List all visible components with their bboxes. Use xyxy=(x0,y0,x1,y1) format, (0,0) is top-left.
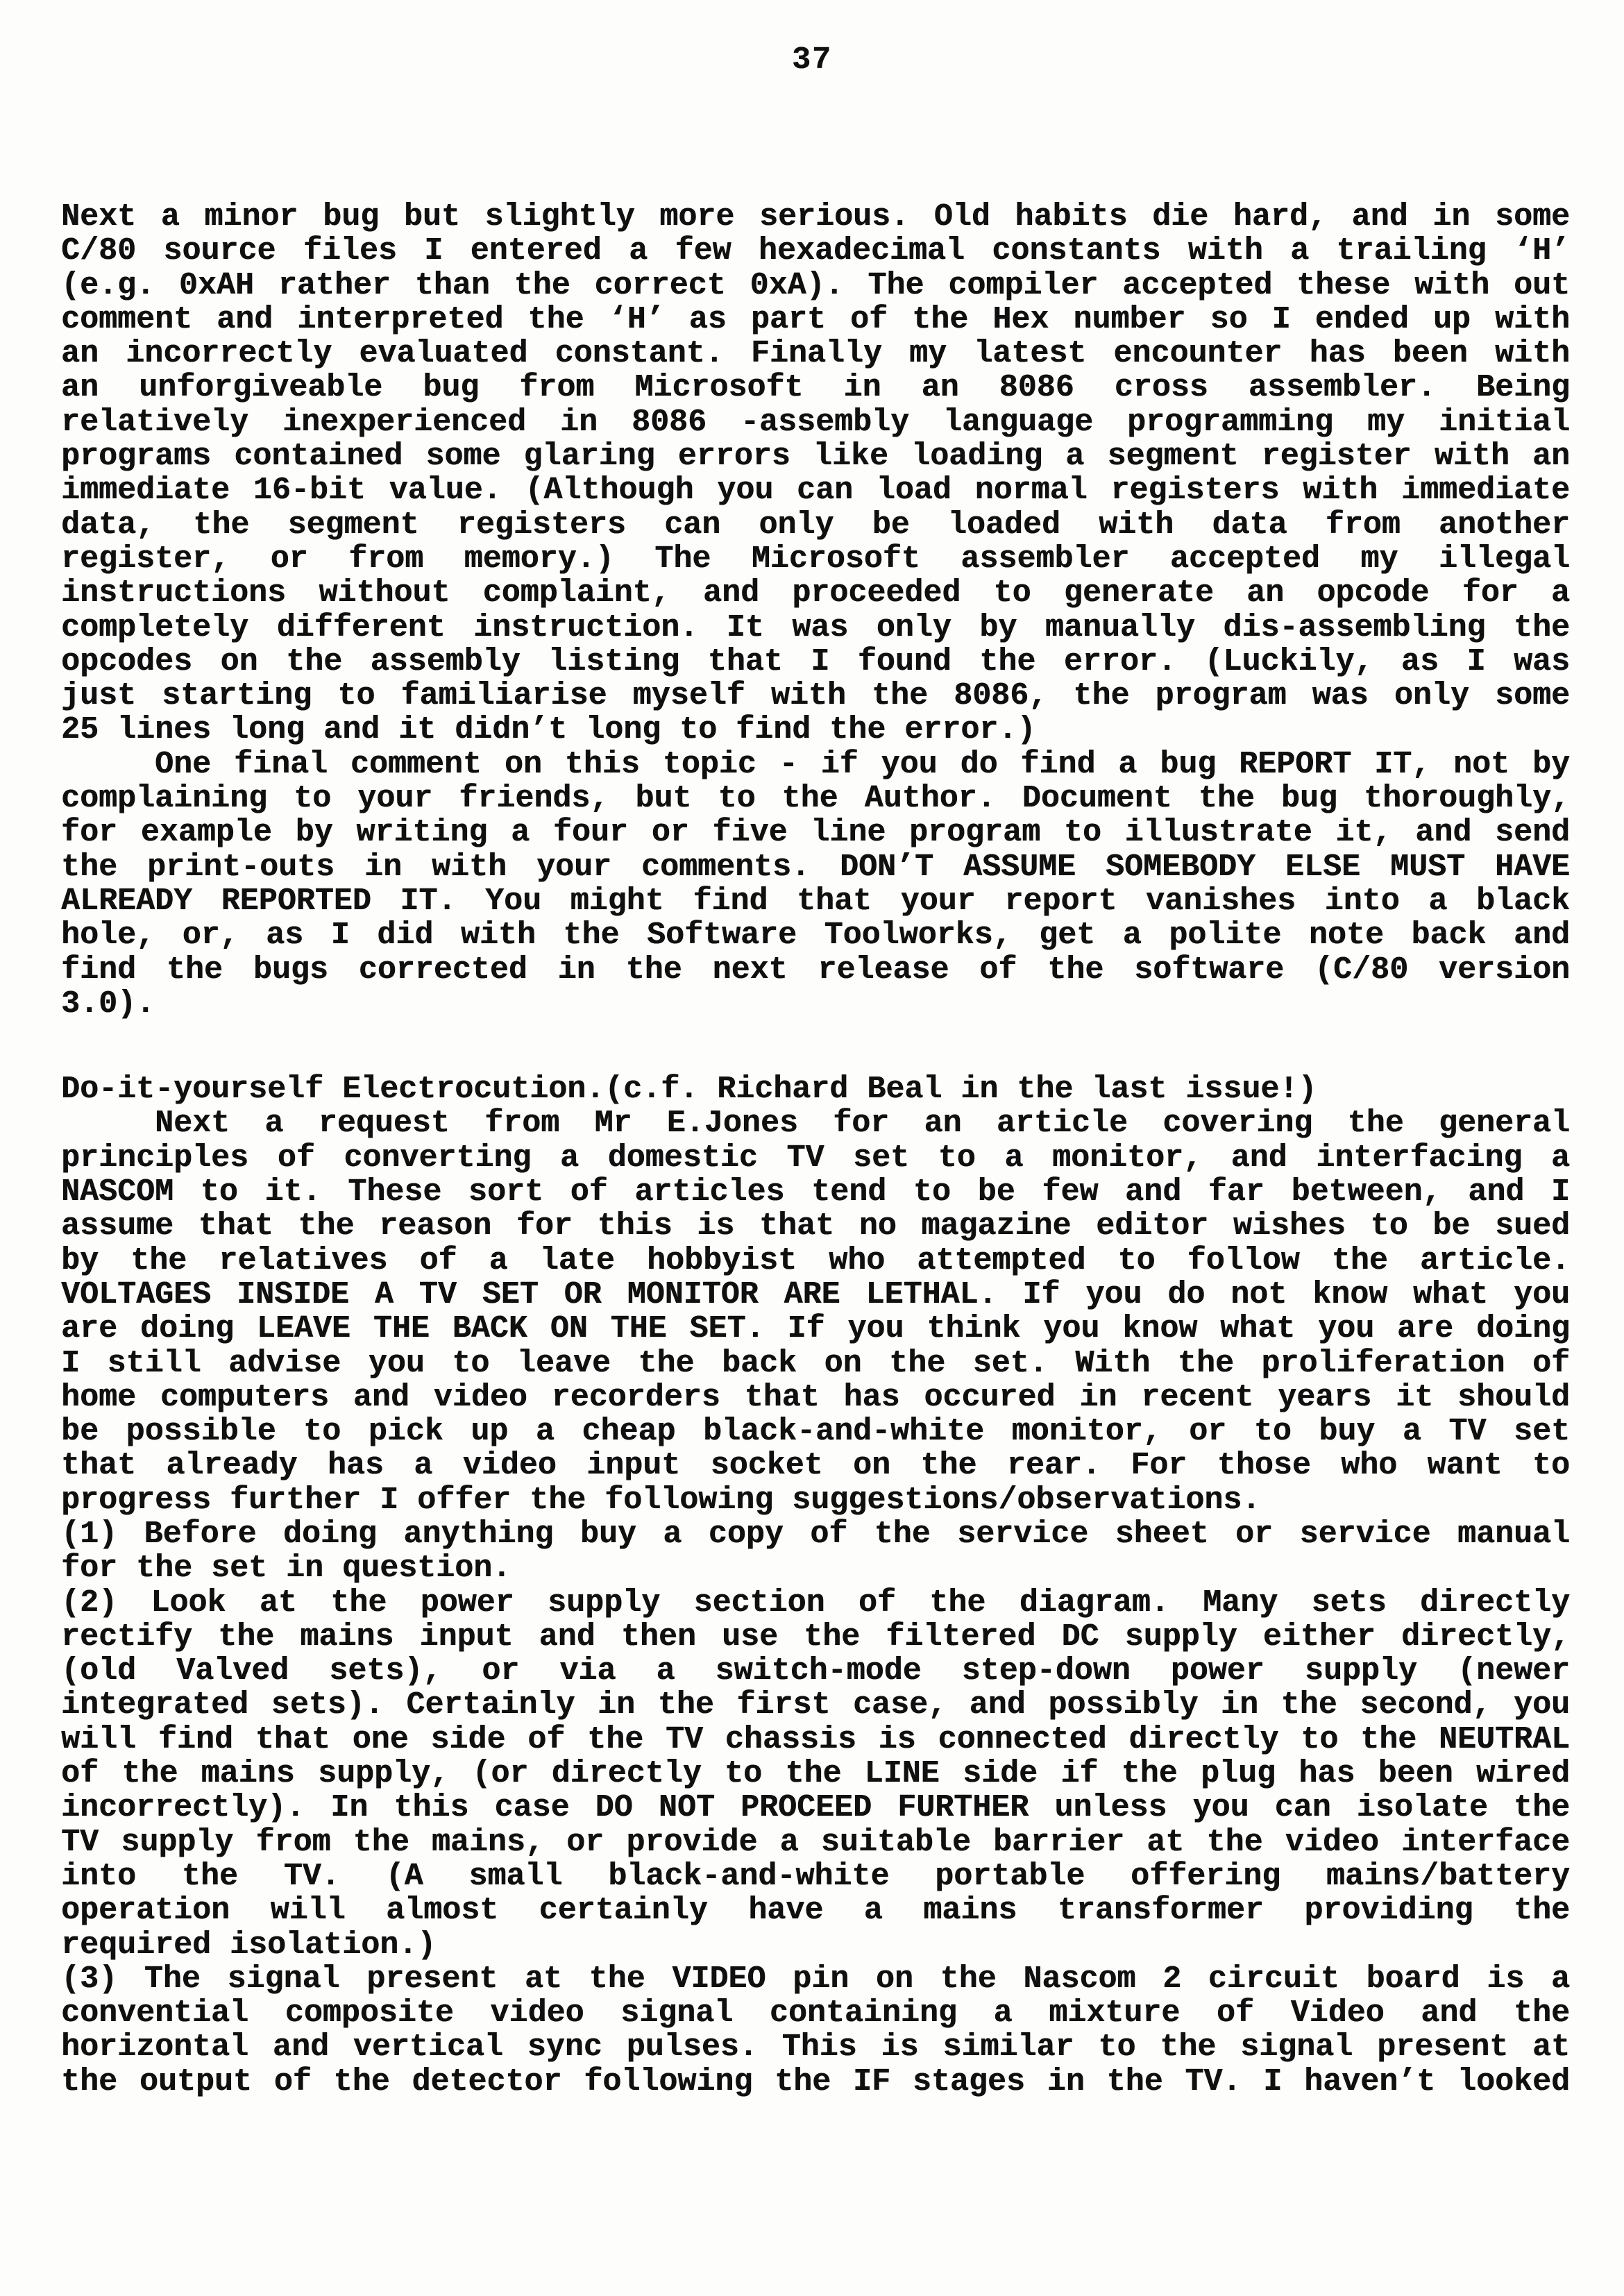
page-number: 37 xyxy=(791,42,832,78)
section-heading: Do-it-yourself Electrocution.(c.f. Richard Beal in the last issue!) xyxy=(61,1072,1317,1108)
document-body xyxy=(61,200,1570,2099)
text-line: relatively inexperienced in 8086 -assembly language programming my initial xyxy=(61,404,1570,440)
text-line: TV supply from the mains, or provide a suitable barrier at the video interface xyxy=(61,1824,1570,1860)
text-line: programs contained some glaring errors like loading a segment register with an xyxy=(61,439,1570,475)
text-line: data, the segment registers can only be loaded with data from another xyxy=(61,507,1570,543)
text-line: are doing LEAVE THE BACK ON THE SET. If you think you know what you are doing xyxy=(61,1311,1570,1347)
paragraph xyxy=(61,1962,1570,2099)
text-line: find the bugs corrected in the next release of the software (C/80 version xyxy=(61,952,1570,988)
text-line: an incorrectly evaluated constant. Finally my latest encounter has been with xyxy=(61,336,1570,372)
text-line: Next a minor bug but slightly more serious. Old habits die hard, and in some xyxy=(61,199,1570,235)
text-line: the output of the detector following the IF stages in the TV. I haven’t looked xyxy=(61,2063,1570,2100)
text-line: of the mains supply, (or directly to the LINE side if the plug has been wired xyxy=(61,1756,1570,1792)
text-line: will find that one side of the TV chassis is connected directly to the NEUTRAL xyxy=(61,1721,1570,1757)
text-line: I still advise you to leave the back on the set. With the proliferation of xyxy=(61,1345,1570,1381)
text-line: convential composite video signal containing a mixture of Video and the xyxy=(61,1995,1570,2032)
text-line: completely different instruction. It was only by manually dis-assembling the xyxy=(61,609,1570,645)
text-line: VOLTAGES INSIDE A TV SET OR MONITOR ARE LETHAL. If you do not know what you xyxy=(61,1276,1570,1312)
text-line: required isolation.) xyxy=(61,1927,437,1963)
text-line: principles of converting a domestic TV set to a monitor, and interfacing a xyxy=(61,1140,1570,1176)
text-line: NASCOM to it. These sort of articles tend to be few and far between, and I xyxy=(61,1174,1570,1210)
text-line: operation will almost certainly have a mains transformer providing the xyxy=(61,1893,1570,1929)
text-line: progress further I offer the following suggestions/observations. xyxy=(61,1482,1261,1518)
text-line: 3.0). xyxy=(61,986,155,1022)
text-line: that already has a video input socket on the rear. For those who want to xyxy=(61,1448,1570,1484)
text-line: for the set in question. xyxy=(61,1551,511,1587)
text-line: the print-outs in with your comments. DON’T ASSUME SOMEBODY ELSE MUST HAVE xyxy=(61,849,1570,885)
paragraph xyxy=(61,200,1570,748)
text-line: comment and interpreted the ‘H’ as part of the Hex number so I ended up with xyxy=(61,301,1570,337)
text-line: C/80 source files I entered a few hexadecimal constants with a trailing ‘H’ xyxy=(61,233,1570,269)
text-line: (e.g. 0xAH rather than the correct 0xA). The compiler accepted these with out xyxy=(61,267,1570,303)
text-line: (old Valved sets), or via a switch-mode step-down power supply (newer xyxy=(61,1653,1570,1689)
text-line: by the relatives of a late hobbyist who attempted to follow the article. xyxy=(61,1242,1570,1278)
text-line: incorrectly). In this case DO NOT PROCEED FURTHER unless you can isolate the xyxy=(61,1790,1570,1826)
text-line: for example by writing a four or five line program to illustrate it, and send xyxy=(61,815,1570,851)
paragraph xyxy=(61,1106,1570,1517)
text-line: into the TV. (A small black-and-white portable offering mains/battery xyxy=(61,1858,1570,1894)
text-line: (2) Look at the power supply section of the diagram. Many sets directly xyxy=(61,1585,1570,1621)
text-line: register, or from memory.) The Microsoft assembler accepted my illegal xyxy=(61,541,1570,577)
text-line: (3) The signal present at the VIDEO pin on the Nascom 2 circuit board is a xyxy=(61,1961,1570,1997)
text-line: Next a request from Mr E.Jones for an article covering the general xyxy=(155,1106,1570,1142)
text-line: assume that the reason for this is that no magazine editor wishes to be sued xyxy=(61,1208,1570,1244)
text-line: ALREADY REPORTED IT. You might find that your report vanishes into a black xyxy=(61,883,1570,919)
text-line: One final comment on this topic - if you do find a bug REPORT IT, not by xyxy=(155,746,1570,782)
text-line: hole, or, as I did with the Software Toolworks, get a polite note back and xyxy=(61,918,1570,954)
text-line: complaining to your friends, but to the Author. Document the bug thoroughly, xyxy=(61,781,1570,817)
text-line: 25 lines long and it didn’t long to find the error.) xyxy=(61,712,1036,748)
text-line: (1) Before doing anything buy a copy of the service sheet or service manual xyxy=(61,1516,1570,1552)
text-line: integrated sets). Certainly in the first case, and possibly in the second, you xyxy=(61,1687,1570,1723)
text-line: rectify the mains input and then use the filtered DC supply either directly, xyxy=(61,1619,1570,1655)
text-line: home computers and video recorders that has occured in recent years it should xyxy=(61,1379,1570,1415)
paragraph xyxy=(61,748,1570,1021)
text-line: horizontal and vertical sync pulses. This is similar to the signal present at xyxy=(61,2029,1570,2066)
paragraph xyxy=(61,1517,1570,1586)
text-line: an unforgiveable bug from Microsoft in an 8086 cross assembler. Being xyxy=(61,370,1570,406)
paragraph xyxy=(61,1586,1570,1962)
text-line: be possible to pick up a cheap black-and-white monitor, or to buy a TV set xyxy=(61,1414,1570,1450)
text-line: just starting to familiarise myself with the 8086, the program was only some xyxy=(61,678,1570,714)
text-line: opcodes on the assembly listing that I found the error. (Luckily, as I was xyxy=(61,643,1570,679)
text-line: immediate 16-bit value. (Although you can load normal registers with immediate xyxy=(61,473,1570,509)
text-line: instructions without complaint, and proceeded to generate an opcode for a xyxy=(61,575,1570,611)
